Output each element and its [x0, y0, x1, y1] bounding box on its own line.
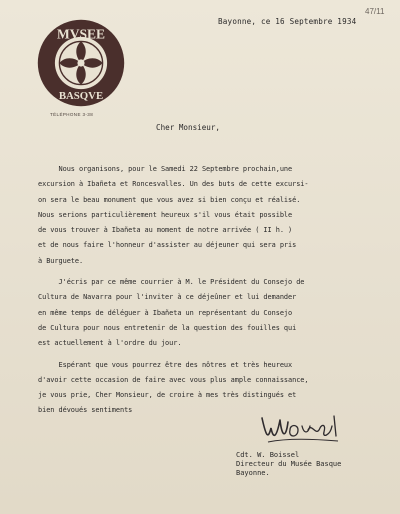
- text-line: bien dévoués sentiments: [38, 406, 133, 415]
- text-line: Nous serions particulièrement heureux s'il vous était possible: [38, 210, 293, 219]
- text-line: en même temps de déléguer à Ibañeta un représentant du Consejo: [38, 308, 293, 317]
- svg-text:MVSEE: MVSEE: [56, 26, 106, 42]
- text-line: et de nous faire l'honneur d'assister au déjeuner qui sera pris: [38, 241, 297, 250]
- archive-number: 47/11: [365, 7, 385, 16]
- text-line: J'écris par ce même courrier à M. le Président du Consejo de: [38, 278, 305, 287]
- letter-body: [38, 162, 400, 419]
- svg-text:BASQVE: BASQVE: [58, 90, 104, 102]
- handwritten-signature: [258, 408, 348, 448]
- text-line: Cultura de Navarra pour l'inviter à ce déjeûner et lui demander: [38, 293, 297, 302]
- musee-basque-logo: [36, 18, 126, 108]
- paragraph-2: [38, 275, 400, 351]
- telephone-number: TÉLÉPHONE 3-38: [50, 112, 94, 117]
- text-line: on sera le beau monument que vous avez si bien conçu et réalisé.: [38, 195, 301, 204]
- text-line: je vous prie, Cher Monsieur, de croire à mes très distingués et: [38, 391, 297, 400]
- text-line: Nous organisons, pour le Samedi 22 Septembre prochain,une: [38, 165, 293, 173]
- dateline: Bayonne, ce 16 Septembre 1934: [218, 17, 357, 26]
- text-line: d'avoir cette occasion de faire avec vous plus ample connaissance,: [38, 375, 309, 384]
- text-line: à Burguete.: [38, 256, 84, 265]
- text-line: de Cultura pour nous entretenir de la question des fouilles qui: [38, 323, 297, 332]
- text-line: est actuellement à l'ordre du jour.: [38, 339, 182, 348]
- paragraph-1: [38, 162, 400, 269]
- text-line: excursion à Ibañeta et Roncesvalles. Un des buts de cette excursi-: [38, 180, 309, 189]
- text-line: Espérant que vous pourrez être des nôtres et très heureux: [38, 360, 293, 369]
- text-line: de vous trouver à Ibañeta au moment de notre arrivée ( II h. ): [38, 226, 293, 235]
- signer-title: Directeur du Musée Basque: [236, 460, 342, 469]
- signature-block: [236, 451, 341, 479]
- signer-location: Bayonne.: [236, 469, 270, 478]
- salutation: Cher Monsieur,: [156, 123, 221, 132]
- signer-name: Cdt. W. Boissel: [236, 451, 300, 459]
